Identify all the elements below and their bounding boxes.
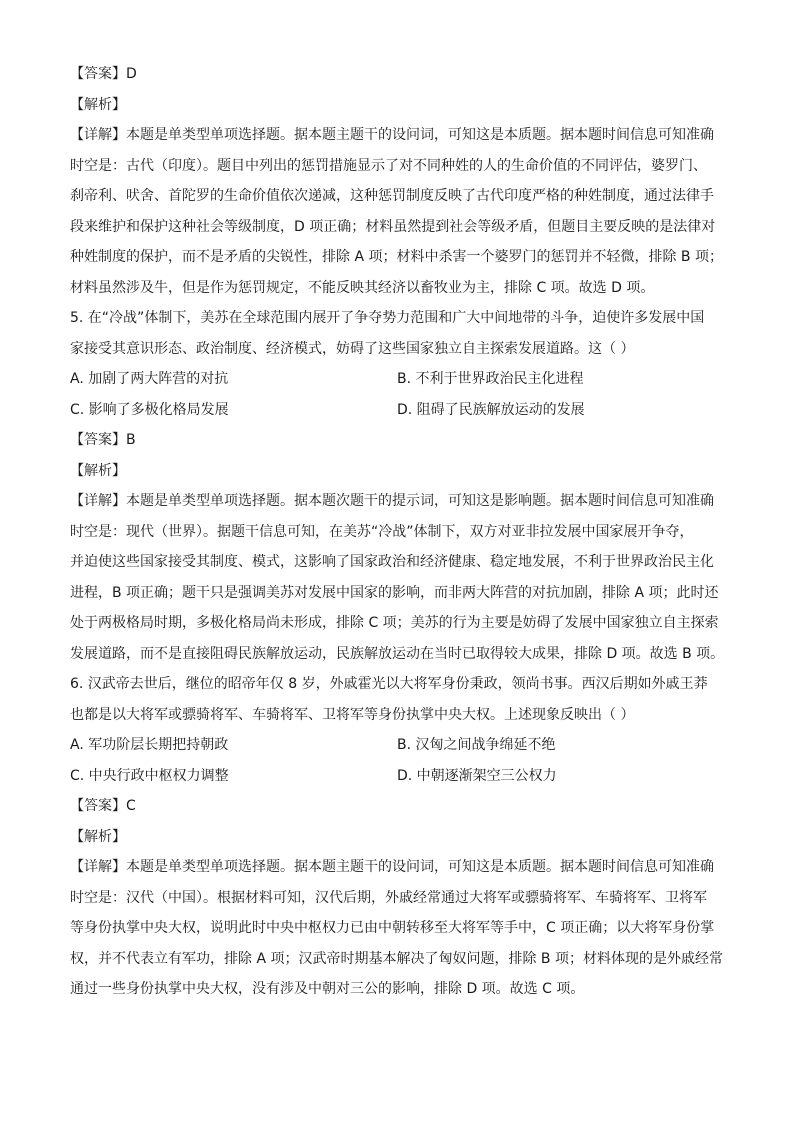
q4-answer — [70, 63, 730, 94]
q4-detail-line: 时空是：古代（印度）。题目中列出的惩罚措施显示了对不同种姓的人的生命价值的不同评估，婆罗门、 — [70, 157, 707, 174]
q5-answer-value: B — [126, 432, 136, 448]
q5-detail-line: 发展道路，而不是直接阻碍民族解放运动，民族解放运动在当时已取得较大成果，排除 D 项。故选 B 项。 — [70, 645, 725, 662]
q6-option-a: A. 军功阶层长期把持朝政 — [70, 737, 229, 753]
q4-answer-label: 【答案】 — [70, 66, 126, 82]
q5-answer — [70, 429, 730, 460]
q6-stem — [70, 673, 730, 734]
q6-option-d: D. 中朝逐渐架空三公权力 — [397, 767, 557, 784]
q4-answer-value: D — [126, 66, 137, 82]
q5-detail — [70, 490, 730, 673]
q5-stem-line: 家接受其意识形态、政治制度、经济模式，妨碍了这些国家独立自主探索发展道路。这（ ） — [70, 340, 635, 357]
q4-analysis-label: 【解析】 — [70, 96, 126, 113]
q5-stem-line: 5. 在“冷战”体制下，美苏在全球范围内展开了争夺势力范围和广大中间地带的斗争，迫使许多发展中国 — [70, 310, 705, 326]
q5-option-d: D. 阻碍了民族解放运动的发展 — [397, 401, 585, 418]
q5-option-c: C. 影响了多极化格局发展 — [70, 401, 229, 418]
q5-detail-line: 处于两极格局时期，多极化格局尚未形成，排除 C 项；美苏的行为主要是妨碍了发展中国家独立自主探索 — [70, 615, 719, 631]
q6-stem-line: 6. 汉武帝去世后，继位的昭帝年仅 8 岁，外戚霍光以大将军身份秉政，领尚书事。西汉后期如外戚王莽 — [70, 676, 708, 692]
q5-stem — [70, 307, 730, 368]
q6-answer-value: C — [126, 798, 136, 814]
q5-option-b: B. 不利于世界政治民主化进程 — [397, 371, 584, 387]
q6-detail-line: 通过一些身份执掌中央大权，没有涉及中朝对三公的影响，排除 D 项。故选 C 项。 — [70, 981, 585, 997]
q4-detail — [70, 124, 730, 307]
q5-detail-line: 进程，B 项正确；题干只是强调美苏对发展中国家的影响，而非两大阵营的对抗加剧，排除 A 项；此时还 — [70, 584, 719, 601]
q6-answer-label: 【答案】 — [70, 798, 126, 814]
q6-stem-line: 也都是以大将军或骠骑将军、车骑将军、卫将军等身份执掌中央大权。上述现象反映出（ ） — [70, 706, 635, 723]
q4-detail-line: 材料虽然涉及牛，但是作为惩罚规定，不能反映其经济以畜牧业为主，排除 C 项。故选 D 项。 — [70, 279, 655, 296]
q6-options-row-2 — [70, 765, 730, 796]
q5-detail-line: 【详解】本题是单类型单项选择题。据本题次题干的提示词，可知这是影响题。据本题时间信息可知准确 — [70, 493, 714, 509]
q4-detail-line: 刹帝利、吠舍、首陀罗的生命价值依次递减，这种惩罚制度反映了古代印度严格的种姓制度，通过法律手 — [70, 188, 714, 204]
q5-option-a: A. 加剧了两大阵营的对抗 — [70, 371, 229, 387]
q4-detail-line: 【详解】本题是单类型单项选择题。据本题主题干的设问词，可知这是本质题。据本题时间信息可知准确 — [70, 127, 714, 143]
q5-answer-label: 【答案】 — [70, 432, 126, 448]
q6-option-c: C. 中央行政中枢权力调整 — [70, 767, 229, 784]
q6-option-b: B. 汉匈之间战争绵延不绝 — [397, 737, 556, 753]
q6-answer — [70, 795, 730, 826]
q5-detail-line: 并迫使这些国家接受其制度、模式，这影响了国家政治和经济健康、稳定地发展，不利于世界政治民主化 — [70, 554, 714, 570]
q5-analysis-label: 【解析】 — [70, 462, 126, 479]
q5-options-row-1 — [70, 368, 730, 399]
q6-options-row-1 — [70, 734, 730, 765]
q6-detail-line: 时空是：汉代（中国）。根据材料可知，汉代后期，外戚经常通过大将军或骠骑将军、车骑将军、卫将军 — [70, 889, 707, 906]
q6-detail-line: 【详解】本题是单类型单项选择题。据本题主题干的设问词，可知这是本质题。据本题时间信息可知准确 — [70, 859, 714, 875]
q5-options-row-2 — [70, 399, 730, 430]
q6-detail-line: 等身份执掌中央大权，说明此时中央中枢权力已由中朝转移至大将军等手中，C 项正确；以大将军身份掌 — [70, 920, 715, 936]
q6-detail-line: 权，并不代表立有军功，排除 A 项；汉武帝时期基本解决了匈奴问题，排除 B 项；材料体现的是外戚经常 — [70, 950, 723, 967]
q4-detail-line: 段来维护和保护这种社会等级制度，D 项正确；材料虽然提到社会等级矛盾，但题目主要反映的是法律对 — [70, 218, 716, 235]
q4-detail-line: 种姓制度的保护，而不是矛盾的尖锐性，排除 A 项；材料中杀害一个婆罗门的惩罚并不轻微，排除 B 项； — [70, 249, 723, 265]
q6-analysis-label: 【解析】 — [70, 828, 126, 845]
document-page — [70, 63, 730, 1009]
q6-detail — [70, 856, 730, 1009]
q5-detail-line: 时空是：现代（世界）。据题干信息可知，在美苏“冷战”体制下，双方对亚非拉发展中国家展开争夺， — [70, 523, 694, 540]
